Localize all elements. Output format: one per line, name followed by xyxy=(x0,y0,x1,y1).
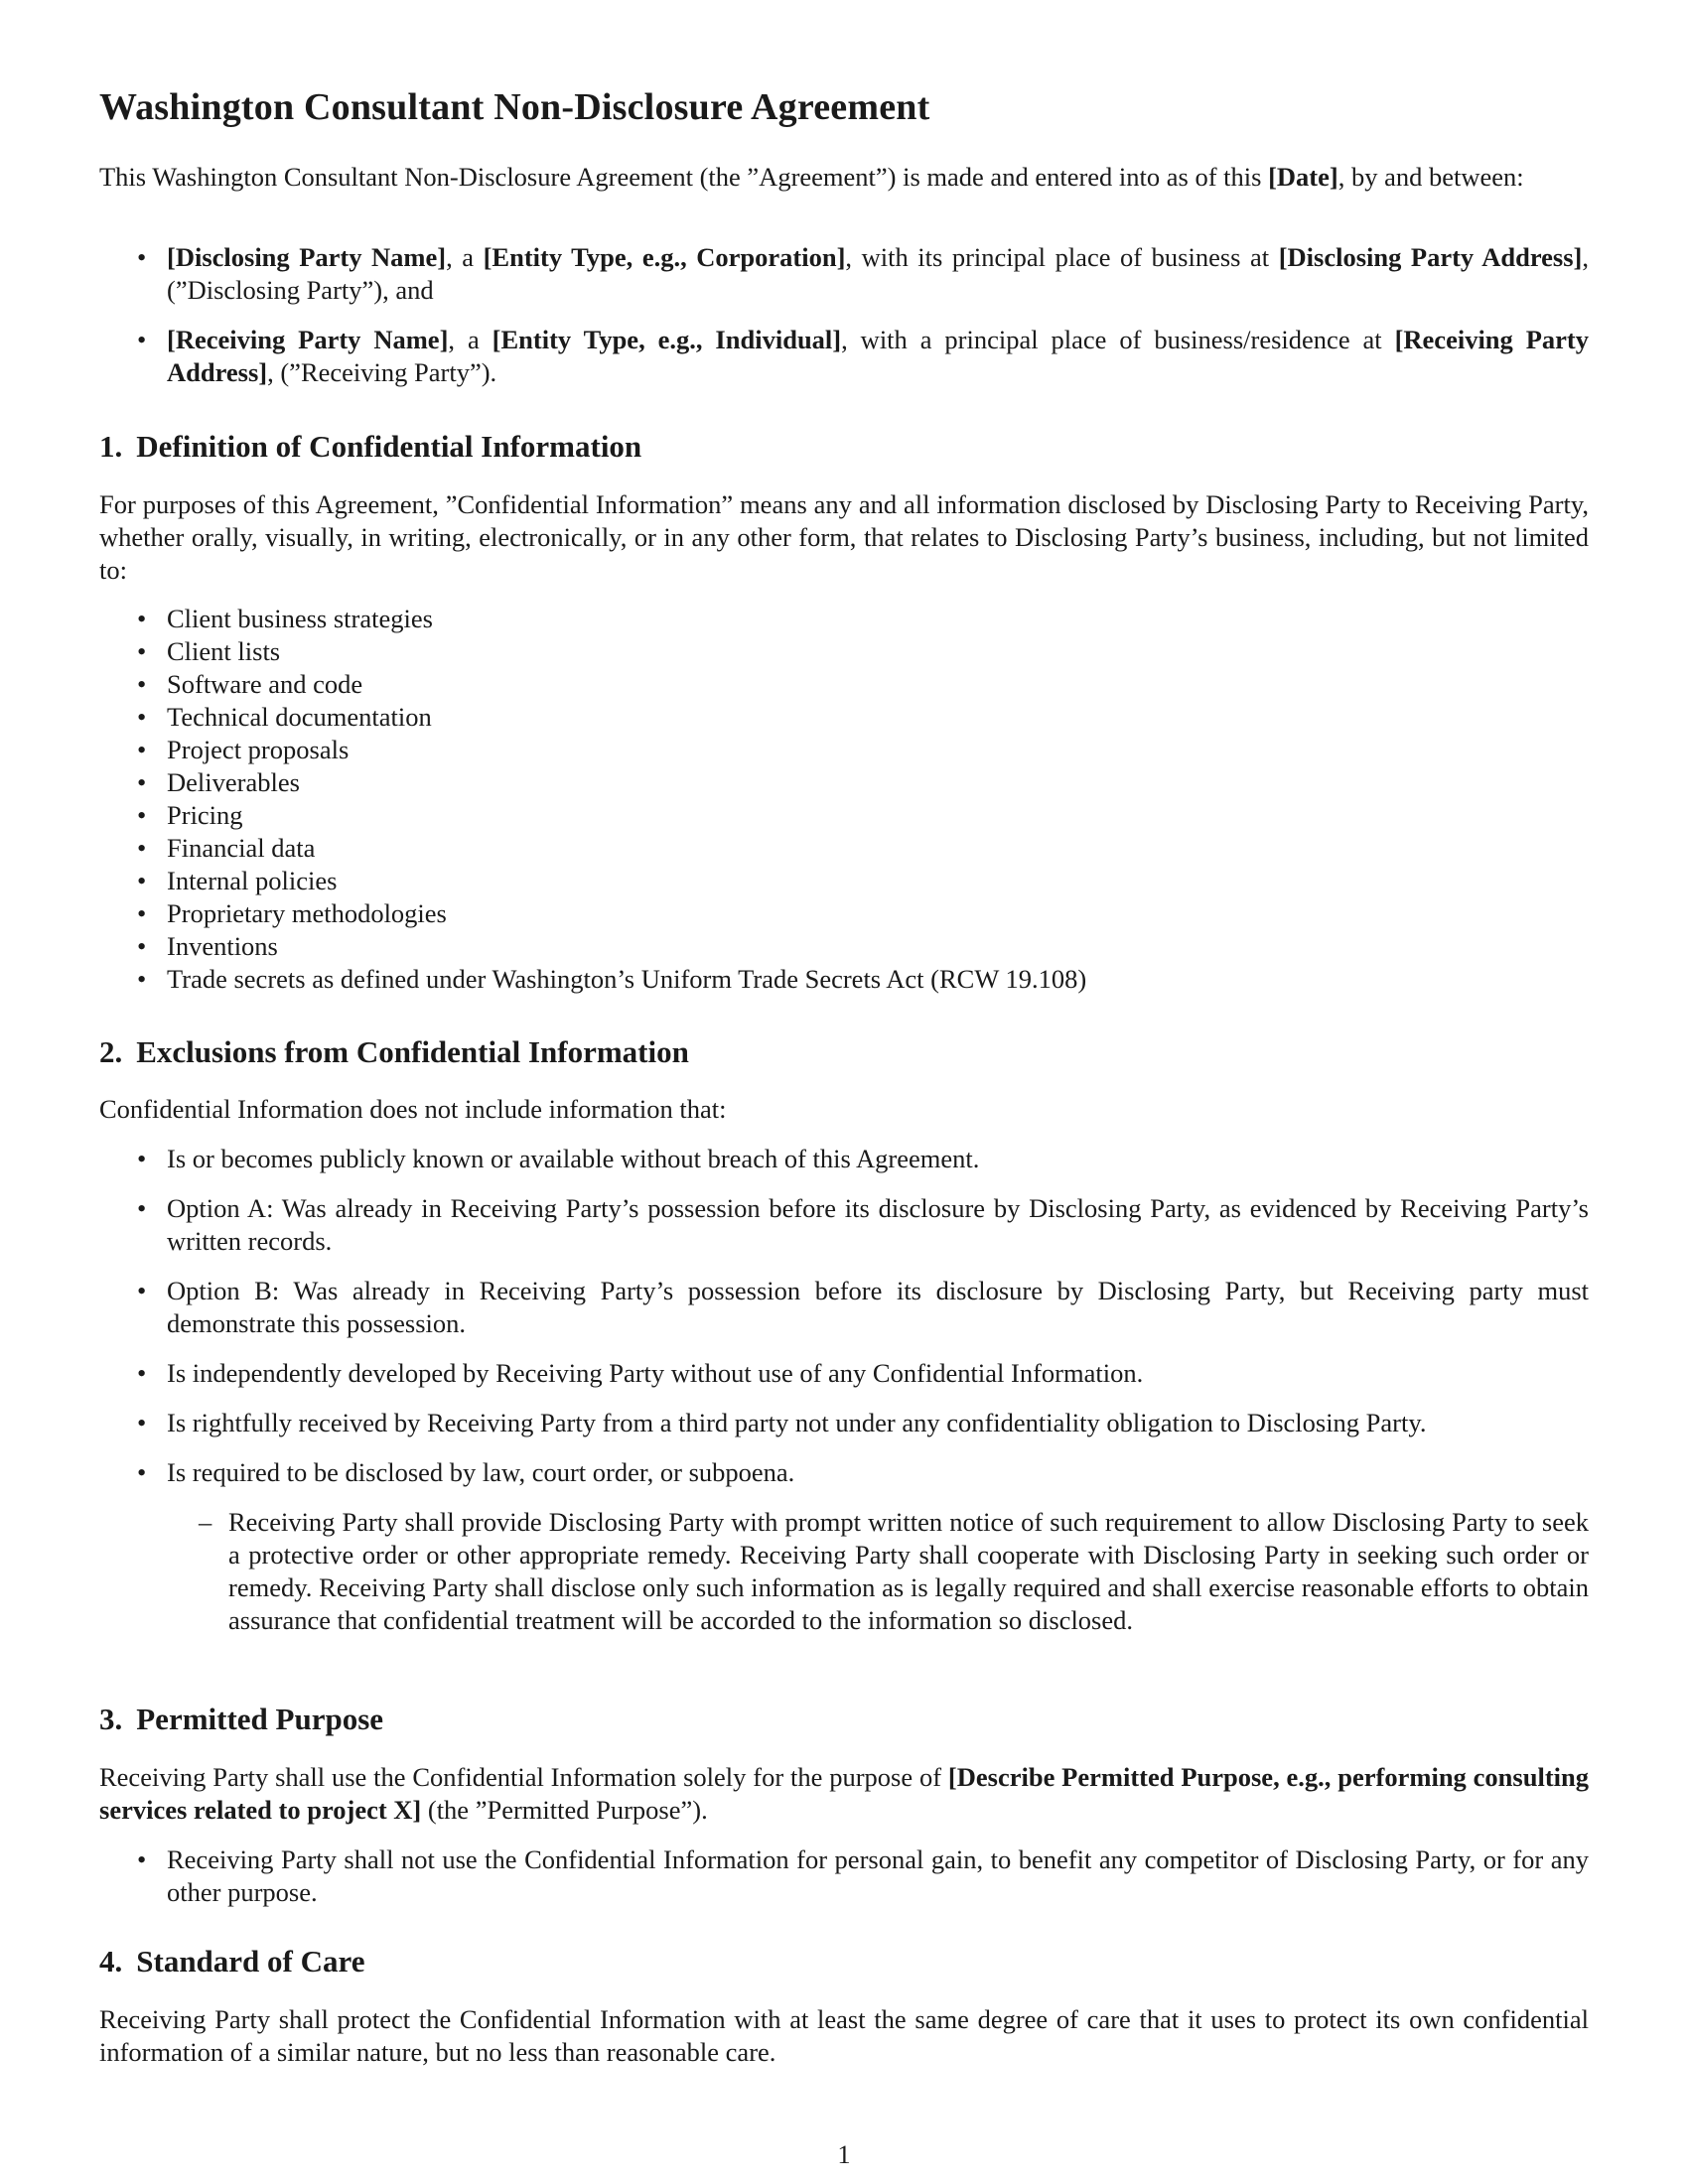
document-title: Washington Consultant Non-Disclosure Agreement xyxy=(99,86,930,128)
list-item: • Inventions xyxy=(99,930,1589,963)
section-title: Permitted Purpose xyxy=(136,1702,384,1736)
confidential-info-list xyxy=(99,603,1589,996)
disclosing-party-address: [Disclosing Party Address] xyxy=(1278,242,1583,272)
list-item: • Option A: Was already in Receiving Party’s possession before its disclosure by Disclosing Party, as evidenced by Receiving Party’s written records. xyxy=(99,1192,1589,1258)
section-2-heading xyxy=(99,1034,689,1070)
list-item: • Is or becomes publicly known or available without breach of this Agreement. xyxy=(99,1143,1589,1175)
section-number: 1. xyxy=(99,429,123,464)
text-fragment: , (”Disclosing Party”), and xyxy=(167,242,1590,305)
section-4-heading xyxy=(99,1944,364,1979)
list-item: • Client lists xyxy=(99,635,1589,668)
list-item-text: Is required to be disclosed by law, court order, or subpoena. xyxy=(167,1457,795,1487)
list-item: • Is rightfully received by Receiving Party from a third party not under any confidentiality obligation to Disclosing Party. xyxy=(99,1407,1589,1439)
list-item: • Is independently developed by Receiving Party without use of any Confidential Information. xyxy=(99,1357,1589,1390)
list-item: • Project proposals xyxy=(99,734,1589,766)
list-item-receiving-party xyxy=(99,324,1589,389)
list-item: • Receiving Party shall not use the Confidential Information for personal gain, to benefit any competitor of Disclosing Party, or for any other purpose. xyxy=(99,1843,1589,1909)
text-fragment: , a xyxy=(448,325,492,354)
exclusions-list xyxy=(99,1143,1589,1654)
section-1-paragraph: For purposes of this Agreement, ”Confidential Information” means any and all information disclosed by Disclosing Party to Receiving Party, whether orally, visually, in writing, electronically, or in any other form, that relates to Disclosing Party’s business, including, but not limited to: xyxy=(99,489,1589,585)
list-item: • Internal policies xyxy=(99,865,1589,897)
document-page xyxy=(99,0,1589,2184)
section-title: Definition of Confidential Information xyxy=(136,429,642,464)
list-item: • Trade secrets as defined under Washington’s Uniform Trade Secrets Act (RCW 19.108) xyxy=(99,963,1589,996)
text-fragment: (the ”Permitted Purpose”). xyxy=(421,1795,708,1825)
page-number: 1 xyxy=(837,2139,851,2169)
parties-list xyxy=(99,241,1589,406)
receiving-party-name: [Receiving Party Name] xyxy=(167,325,449,354)
list-item-disclosing-party xyxy=(99,241,1589,307)
list-item: • Pricing xyxy=(99,799,1589,832)
list-item: • Software and code xyxy=(99,668,1589,701)
intro-text-end: , by and between: xyxy=(1337,162,1524,192)
section-3-heading xyxy=(99,1702,383,1737)
date-placeholder: [Date] xyxy=(1268,162,1338,192)
text-fragment: , with its principal place of business at xyxy=(845,242,1279,272)
text-fragment: , with a principal place of business/residence at xyxy=(841,325,1395,354)
purpose-list xyxy=(99,1843,1589,1926)
receiving-party-address: [Receiving Party Address] xyxy=(167,325,1589,387)
sub-list xyxy=(167,1506,1589,1637)
section-title: Exclusions from Confidential Information xyxy=(136,1034,689,1069)
disclosing-entity-type: [Entity Type, e.g., Corporation] xyxy=(483,242,846,272)
section-4-paragraph: Receiving Party shall protect the Confidential Information with at least the same degree of care that it uses to protect its own confidential information of a similar nature, but no less than reasonable care. xyxy=(99,2004,1589,2067)
section-title: Standard of Care xyxy=(136,1944,365,1979)
text-fragment: , (”Receiving Party”). xyxy=(267,357,497,387)
intro-text: This Washington Consultant Non-Disclosure Agreement (the ”Agreement”) is made and entered into as of this xyxy=(99,162,1269,192)
list-item: • Option B: Was already in Receiving Party’s possession before its disclosure by Disclosing Party, but Receiving party must demonstrate this possession. xyxy=(99,1275,1589,1340)
section-number: 4. xyxy=(99,1944,123,1979)
list-item-legal-disclosure xyxy=(99,1456,1589,1637)
list-item: • Financial data xyxy=(99,832,1589,865)
section-3-paragraph xyxy=(99,1761,1589,1827)
list-item: • Client business strategies xyxy=(99,603,1589,635)
section-2-paragraph: Confidential Information does not include information that: xyxy=(99,1094,727,1124)
intro-paragraph xyxy=(99,161,1589,194)
list-item: • Deliverables xyxy=(99,766,1589,799)
section-number: 3. xyxy=(99,1702,123,1736)
disclosing-party-name: [Disclosing Party Name] xyxy=(167,242,447,272)
section-1-heading xyxy=(99,429,641,465)
receiving-entity-type: [Entity Type, e.g., Individual] xyxy=(492,325,842,354)
section-number: 2. xyxy=(99,1034,123,1069)
list-item: • Technical documentation xyxy=(99,701,1589,734)
list-item: • Proprietary methodologies xyxy=(99,897,1589,930)
permitted-purpose-placeholder: [Describe Permitted Purpose, e.g., performing consulting services related to project X] xyxy=(99,1762,1589,1825)
text-fragment: , a xyxy=(446,242,484,272)
sub-list-item: – Receiving Party shall provide Disclosing Party with prompt written notice of such requirement to allow Disclosing Party to seek a protective order or other appropriate remedy. Receiving Party shall cooperate with Disclosing Party in seeking such order or remedy. Receiving Party shall disclose only such information as is legally required and shall exercise reasonable efforts to obtain assurance that confidential treatment will be accorded to the information so disclosed. xyxy=(167,1506,1589,1637)
text-fragment: Receiving Party shall use the Confidential Information solely for the purpose of xyxy=(99,1762,948,1792)
